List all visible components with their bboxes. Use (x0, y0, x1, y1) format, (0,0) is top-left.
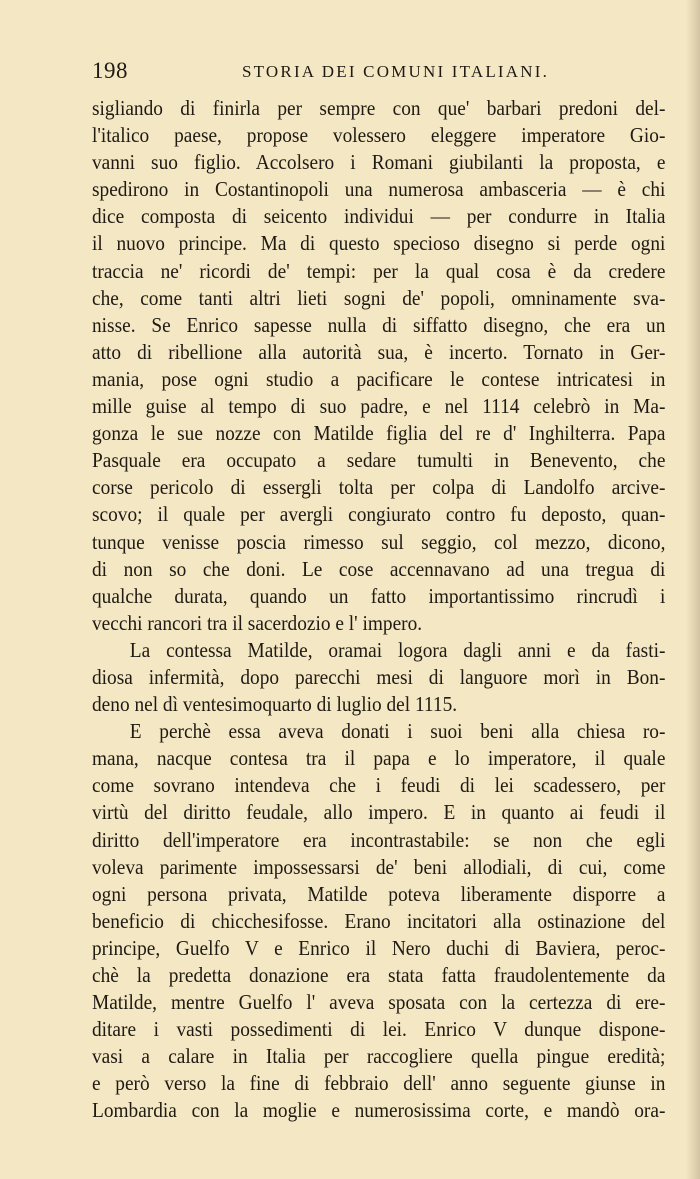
text-line: diritto dell'imperatore era incontrastabile: se non che egli (92, 827, 666, 852)
text-line: gonza le sue nozze con Matilde figlia del re d' Inghilterra. Papa (92, 421, 666, 446)
running-title: STORIA DEI COMUNI ITALIANI. (242, 62, 550, 81)
text-line: diosa infermità, dopo parecchi mesi di languore morì in Bon- (92, 664, 666, 689)
text-line: e però verso la fine di febbraio dell' anno seguente giunse in (92, 1071, 666, 1096)
text-line: qualche durata, quando un fatto importantissimo rincrudì i (92, 583, 666, 608)
text-line: ogni persona privata, Matilde poteva liberamente disporre a (92, 881, 666, 906)
text-line: mana, nacque contesa tra il papa e lo imperatore, il quale (92, 746, 666, 771)
text-line: E perchè essa aveva donati i suoi beni alla chiesa ro- (129, 719, 666, 744)
text-line: atto di ribellione alla autorità sua, è incerto. Tornato in Ger- (92, 339, 666, 364)
text-line: chè la predetta donazione era stata fatta fraudolentemente da (92, 963, 666, 987)
text-line: traccia ne' ricordi de' tempi: per la qual cosa è da credere (92, 258, 666, 283)
text-line: beneficio di chicchesifosse. Erano incitatori alla ostinazione del (92, 908, 666, 933)
text-line: vasi a calare in Italia per raccogliere quella pingue eredità; (92, 1044, 666, 1069)
text-line: nisse. Se Enrico sapesse nulla di siffatto disegno, che era un (92, 312, 666, 337)
text-line: spedirono in Costantinopoli una numerosa ambasceria — è chi (92, 177, 666, 202)
text-line: tunque venisse poscia rimesso sul seggio, col mezzo, dicono, (92, 529, 666, 554)
text-line: Pasquale era occupato a sedare tumulti in Benevento, che (92, 448, 666, 473)
text-line: mania, pose ogni studio a pacificare le contese intricatesi in (92, 366, 666, 391)
text-line: l'italico paese, propose volessero eleggere imperatore Gio- (92, 123, 666, 148)
text-line: corse pericolo di essergli tolta per colpa di Landolfo arcive- (92, 475, 666, 500)
text-line: ditare i vasti possedimenti di lei. Enrico V dunque dispone- (92, 1017, 666, 1042)
text-line: Lombardia con la moglie e numerosissima corte, e mandò ora- (92, 1098, 666, 1123)
body-text (92, 95, 666, 1125)
text-line: il nuovo principe. Ma di questo specioso disegno si perde ogni (92, 231, 666, 256)
page-header (92, 58, 662, 88)
text-line: principe, Guelfo V e Enrico il Nero duchi di Baviera, peroc- (92, 935, 666, 960)
page-edge-shadow (686, 0, 700, 1179)
text-line: dice composta di seicento individui — per condurre in Italia (92, 204, 666, 229)
text-line: vanni suo figlio. Accolsero i Romani giubilanti la proposta, e (92, 150, 666, 175)
text-line: La contessa Matilde, oramai logora dagli anni e da fasti- (129, 637, 666, 662)
text-line: scovo; il quale per avergli congiurato contro fu deposto, quan- (92, 502, 666, 527)
text-line: voleva parimente impossessarsi de' beni allodiali, di cui, come (92, 854, 666, 879)
text-line: deno nel dì ventesimoquarto di luglio del 1115. (92, 692, 458, 717)
text-line: Matilde, mentre Guelfo l' aveva sposata con la certezza di ere- (92, 990, 666, 1015)
text-line: virtù del diritto feudale, allo impero. E in quanto ai feudi il (92, 800, 666, 825)
text-line: mille guise al tempo di suo padre, e nel 1114 celebrò in Ma- (92, 394, 666, 419)
text-line: come sovrano intendeva che i feudi di lei scadessero, per (92, 773, 666, 798)
text-line: sigliando di finirla per sempre con que' barbari predoni del- (92, 96, 666, 120)
page-number: 198 (92, 58, 128, 83)
text-line: vecchi rancori tra il sacerdozio e l' impero. (92, 610, 423, 635)
text-line: di non so che doni. Le cose accennavano ad una tregua di (92, 556, 666, 581)
text-line: che, come tanti altri lieti sogni de' popoli, omninamente sva- (92, 285, 666, 310)
